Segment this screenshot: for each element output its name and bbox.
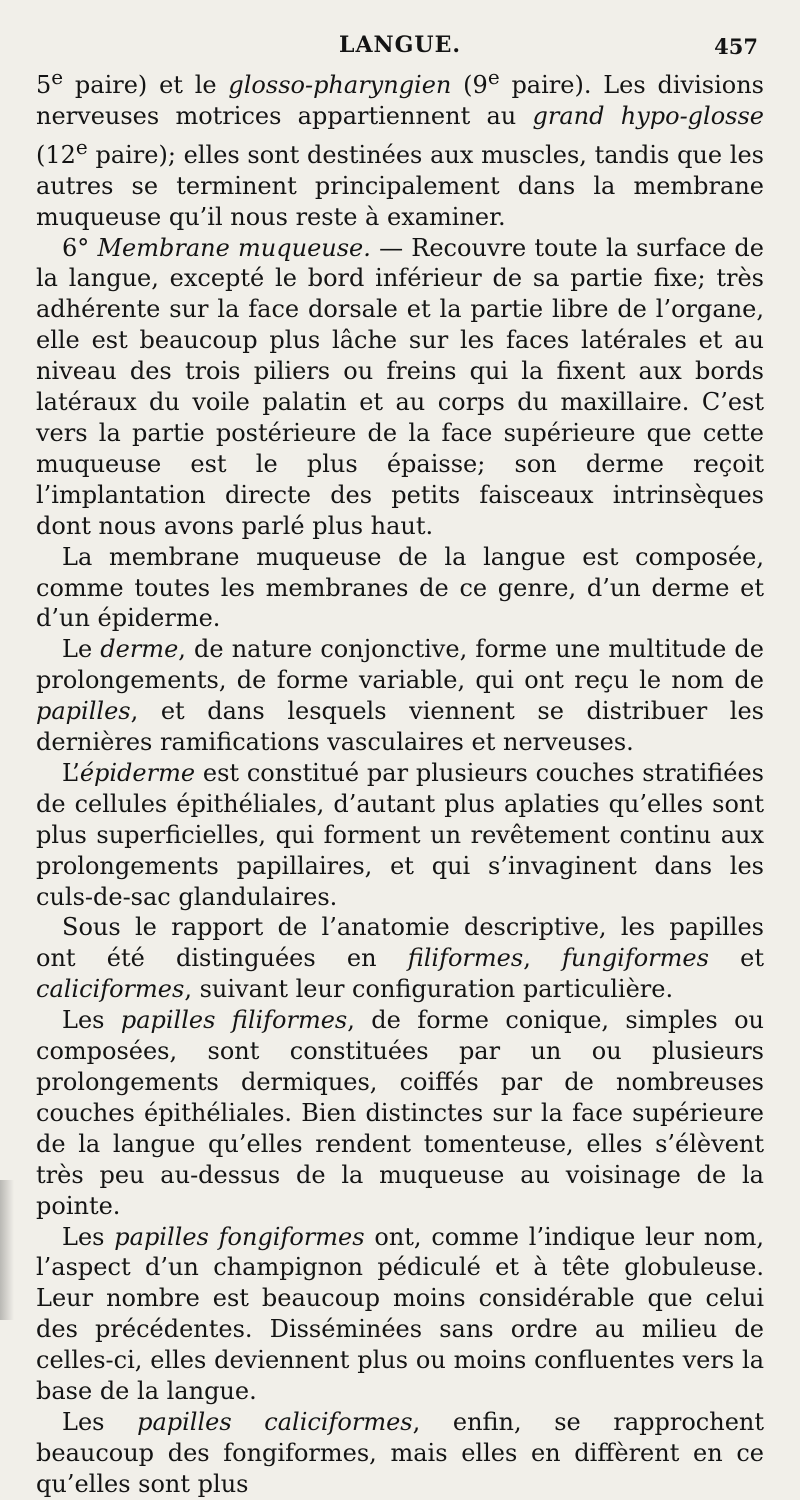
- superscript: e: [51, 65, 64, 89]
- text-run: 5: [36, 71, 52, 99]
- text-run: ont, comme l’indique leur nom, l’aspect d’un champignon pédiculé et à tête globuleuse. Leur nombre est beaucoup moins considérable que celui des précédentes. Disséminées sans ordre au milieu de celles-ci, elles deviennent plus ou moins confluentes vers la base de la langue.: [36, 1222, 764, 1406]
- paragraph: [36, 1222, 764, 1407]
- text-run: , de nature conjonctive, forme une multitude de prolongements, de forme variable, qui ont reçu le nom de: [36, 635, 764, 695]
- text-run: (12: [36, 140, 76, 169]
- text-run: , suivant leur configuration particulière.: [184, 975, 674, 1004]
- page-number: 457: [714, 34, 758, 59]
- paragraph: [36, 233, 764, 542]
- text-run: paire). Les divisions nerveuses motrices appartiennent au: [36, 71, 764, 130]
- text-run: et: [708, 944, 764, 973]
- text-run: , de forme conique, simples ou composées, sont constituées par un ou plusieurs prolongements dermiques, coiffés par de nombreuses couches épithéliales. Bien distinctes sur la face supérieure de la langue qu’elles rendent tomenteuse, elles s’élèvent très peu au-dessus de la muqueuse au voisinage de la pointe.: [36, 1006, 764, 1220]
- italic-term: épiderme: [79, 758, 196, 787]
- italic-term: filiformes: [407, 944, 524, 973]
- body-text: [36, 62, 764, 1500]
- italic-term: grand hypo-glosse: [532, 101, 764, 130]
- paragraph: [36, 62, 764, 233]
- italic-term: glosso-pharyngien: [228, 71, 452, 99]
- text-run: Sous le rapport de l’anatomie descriptive, les papilles ont été distinguées en: [36, 913, 764, 973]
- text-run: 6°: [62, 233, 98, 262]
- italic-term: caliciformes: [36, 975, 185, 1004]
- text-run: — Recouvre toute la surface de la langue, excepté le bord inférieur de sa partie fixe; très adhérente sur la face dorsale et la partie libre de l’organe, elle est beaucoup plus lâche sur les faces latérales et au niveau des trois piliers ou freins qui la fixent aux bords latéraux du voile palatin et au corps du maxillaire. C’est vers la partie postérieure de la face supérieure que cette muqueuse est le plus épaisse; son derme reçoit l’implantation directe des petits faisceaux intrinsèques dont nous avons parlé plus haut.: [36, 233, 764, 540]
- running-title: LANGUE.: [338, 32, 462, 58]
- text-run: paire) et le: [63, 71, 229, 99]
- italic-term: papilles: [36, 697, 131, 726]
- text-run: Les: [62, 1407, 138, 1436]
- paragraph: [36, 634, 764, 758]
- paragraph: [36, 912, 764, 1005]
- italic-term: papilles filiformes: [120, 1006, 348, 1035]
- text-run: est constitué par plusieurs couches stratifiées de cellules épithéliales, d’autant plus aplaties qu’elles sont plus superficielles, qui forment un revêtement continu aux prolongements papillaires, et qui s’invaginent dans les culs-de-sac glandulaires.: [36, 758, 764, 911]
- running-header: [36, 28, 764, 62]
- paragraph: [36, 758, 764, 913]
- text-run: paire); elles sont destinées aux muscles, tandis que les autres se terminent principalement dans la membrane muqueuse qu’il nous reste à examiner.: [36, 140, 764, 231]
- superscript: e: [487, 65, 500, 89]
- text-run: , et dans lesquels viennent se distribuer les dernières ramifications vasculaires et nerveuses.: [36, 697, 764, 757]
- text-run: Le: [62, 635, 101, 664]
- text-run: Les: [62, 1222, 115, 1251]
- text-run: ,: [523, 944, 563, 973]
- text-run: (9: [451, 71, 488, 99]
- text-run: L’: [62, 758, 80, 787]
- italic-term: fungiformes: [562, 944, 709, 973]
- italic-term: papilles fongiformes: [114, 1222, 365, 1251]
- text-run: Les: [62, 1006, 121, 1035]
- italic-term: Membrane muqueuse.: [97, 233, 371, 262]
- italic-term: derme: [100, 635, 179, 664]
- binding-shadow: [0, 1180, 14, 1320]
- text-run: La membrane muqueuse de la langue est composée, comme toutes les membranes de ce genre, d’un derme et d’un épiderme.: [36, 542, 764, 633]
- paragraph: [36, 1005, 764, 1221]
- italic-term: papilles caliciformes: [137, 1407, 413, 1436]
- superscript: e: [75, 134, 88, 159]
- text-run: , enfin, se rapprochent beaucoup des fongiformes, mais elles en diffèrent en ce qu’elles sont plus: [36, 1407, 765, 1498]
- paragraph: [36, 542, 764, 635]
- paragraph: [36, 1407, 764, 1500]
